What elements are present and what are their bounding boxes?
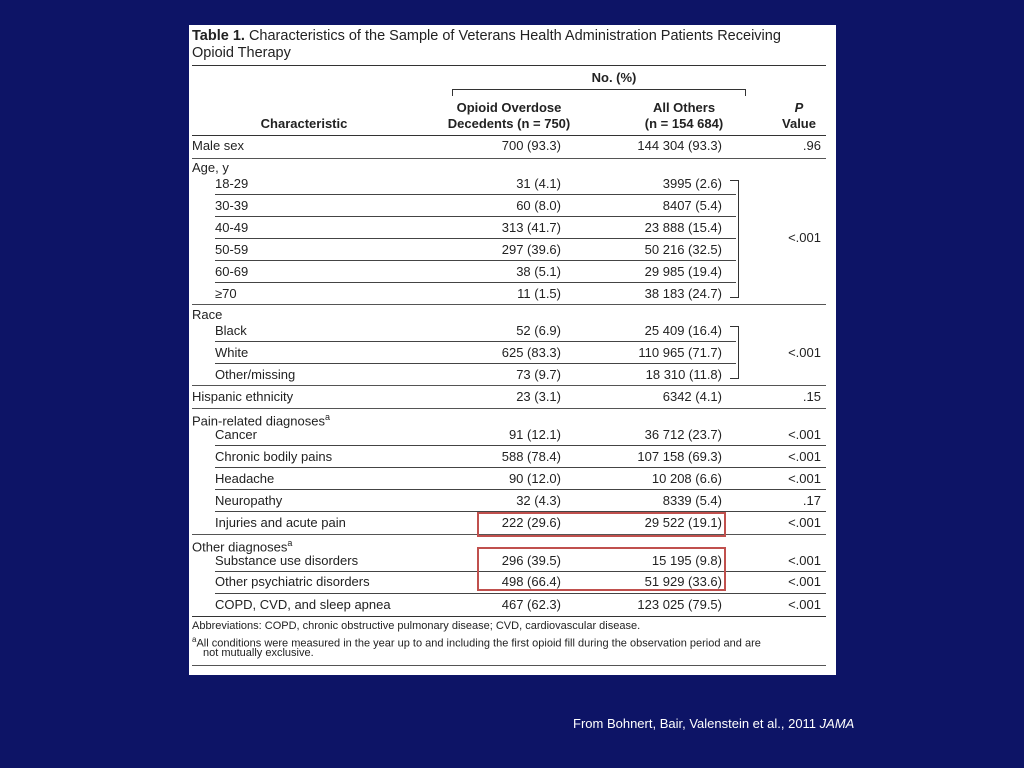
cell-pvalue: <.001 [788, 471, 821, 486]
cell-all-others: 36 712 (23.7) [644, 427, 722, 442]
cell-all-others: 107 158 (69.3) [637, 449, 722, 464]
cell-pvalue: <.001 [788, 230, 821, 245]
header-col1-line2: Decedents (n = 750) [447, 116, 571, 131]
row-rule [192, 158, 826, 159]
row-label: 30-39 [215, 198, 249, 213]
cell-all-others: 8407 (5.4) [662, 198, 722, 213]
footnote-rule [192, 665, 826, 666]
cell-all-others: 29 985 (19.4) [644, 264, 722, 279]
cell-pvalue: <.001 [788, 553, 821, 568]
cell-decedents: 90 (12.0) [508, 471, 561, 486]
cell-pvalue: <.001 [788, 427, 821, 442]
age-bracket [730, 180, 739, 298]
table-number: Table 1. [192, 28, 245, 44]
row-label: 18-29 [215, 176, 249, 191]
header-pvalue-line2: Value [782, 116, 816, 131]
row-label: Other/missing [215, 367, 296, 382]
section-label-age: Age, y [192, 160, 229, 175]
row-rule [215, 194, 736, 195]
table-title [192, 28, 822, 62]
top-rule [192, 65, 826, 66]
row-rule [215, 467, 826, 468]
cell-decedents: 296 (39.5) [501, 553, 561, 568]
footnote-a-marker: a [192, 635, 197, 644]
bottom-rule [192, 616, 826, 617]
cell-all-others: 25 409 (16.4) [644, 323, 722, 338]
header-rule [192, 135, 826, 136]
highlight-injuries [477, 512, 726, 537]
cell-decedents: 31 (4.1) [516, 176, 561, 191]
row-label: COPD, CVD, and sleep apnea [215, 597, 391, 612]
row-label: 50-59 [215, 242, 249, 257]
cell-all-others: 51 929 (33.6) [644, 574, 722, 589]
cell-pvalue: <.001 [788, 515, 821, 530]
section-label-pain-text: Pain-related diagnoses [192, 413, 325, 429]
row-label: Hispanic ethnicity [192, 389, 294, 404]
group-header: No. (%) [591, 70, 637, 85]
row-rule [215, 260, 736, 261]
row-rule [215, 282, 736, 283]
cell-pvalue: <.001 [788, 597, 821, 612]
cell-pvalue: <.001 [788, 574, 821, 589]
footnote-a-continued: not mutually exclusive. [203, 647, 314, 659]
cell-all-others: 6342 (4.1) [662, 389, 722, 404]
cell-decedents: 32 (4.3) [516, 493, 561, 508]
row-rule [215, 238, 736, 239]
section-label-pain [192, 410, 330, 428]
cell-pvalue: .15 [802, 389, 821, 404]
cell-decedents: 625 (83.3) [501, 345, 561, 360]
cell-decedents: 297 (39.6) [501, 242, 561, 257]
cell-all-others: 123 025 (79.5) [637, 597, 722, 612]
cell-pvalue: .17 [802, 493, 821, 508]
footnote-marker: a [287, 538, 293, 548]
race-bracket [730, 326, 739, 379]
row-label: Black [215, 323, 247, 338]
cell-decedents: 60 (8.0) [516, 198, 561, 213]
cell-decedents: 222 (29.6) [501, 515, 561, 530]
footnote-a-text: All conditions were measured in the year up to and including the first opioid fill during the observation period and are [196, 637, 761, 650]
cell-all-others: 15 195 (9.8) [651, 553, 722, 568]
cell-decedents: 73 (9.7) [516, 367, 561, 382]
header-col2-line1: All Others [652, 100, 716, 115]
row-label: White [215, 345, 249, 360]
cell-pvalue: <.001 [788, 345, 821, 360]
group-header-span [452, 89, 746, 96]
cell-decedents: 700 (93.3) [501, 138, 561, 153]
cell-decedents: 52 (6.9) [516, 323, 561, 338]
table-figure [189, 25, 836, 675]
cell-all-others: 110 965 (71.7) [638, 345, 722, 360]
section-label-other [192, 536, 292, 554]
row-label: ≥70 [215, 286, 237, 301]
header-col2-line2: (n = 154 684) [644, 116, 724, 131]
footnote-marker: a [324, 412, 330, 422]
cell-decedents: 313 (41.7) [501, 220, 561, 235]
row-label: Neuropathy [215, 493, 283, 508]
citation-journal: JAMA [819, 716, 855, 731]
cell-decedents: 467 (62.3) [501, 597, 561, 612]
cell-all-others: 50 216 (32.5) [644, 242, 722, 257]
cell-pvalue: <.001 [788, 449, 821, 464]
row-rule [192, 385, 826, 386]
header-characteristic: Characteristic [260, 116, 348, 131]
section-label-other-text: Other diagnoses [192, 539, 288, 555]
footnote-abbreviations: Abbreviations: COPD, chronic obstructive pulmonary disease; CVD, cardiovascular disease. [192, 620, 641, 632]
cell-pvalue: .96 [802, 138, 821, 153]
row-rule [215, 363, 736, 364]
row-label: Headache [215, 471, 275, 486]
highlight-psych-substance [477, 547, 726, 591]
row-label: Injuries and acute pain [215, 515, 346, 530]
cell-decedents: 91 (12.1) [508, 427, 561, 442]
cell-decedents: 38 (5.1) [516, 264, 561, 279]
cell-all-others: 10 208 (6.6) [651, 471, 722, 486]
cell-all-others: 3995 (2.6) [662, 176, 722, 191]
cell-all-others: 38 183 (24.7) [644, 286, 722, 301]
row-rule [192, 304, 826, 305]
cell-all-others: 29 522 (19.1) [644, 515, 722, 530]
row-rule [215, 593, 826, 594]
table-title-text: Characteristics of the Sample of Veterans Health Administration Patients Receiving Opioid Therapy [192, 28, 781, 61]
cell-decedents: 498 (66.4) [501, 574, 561, 589]
row-label: 60-69 [215, 264, 249, 279]
header-pvalue-line1: P [794, 100, 804, 115]
row-rule [215, 341, 736, 342]
header-col1-line1: Opioid Overdose [456, 100, 562, 115]
row-label: 40-49 [215, 220, 249, 235]
section-label-race: Race [192, 307, 223, 322]
row-rule [215, 489, 826, 490]
cell-all-others: 144 304 (93.3) [637, 138, 722, 153]
cell-all-others: 23 888 (15.4) [644, 220, 722, 235]
cell-all-others: 18 310 (11.8) [645, 367, 722, 382]
row-label: Cancer [215, 427, 257, 442]
cell-decedents: 11 (1.5) [517, 286, 561, 301]
row-label: Other psychiatric disorders [215, 574, 370, 589]
row-rule [192, 408, 826, 409]
citation [573, 716, 854, 731]
cell-decedents: 588 (78.4) [501, 449, 561, 464]
row-label: Chronic bodily pains [215, 449, 333, 464]
row-label: Substance use disorders [215, 553, 359, 568]
row-label: Male sex [192, 138, 245, 153]
row-rule [215, 216, 736, 217]
row-rule [215, 445, 826, 446]
cell-decedents: 23 (3.1) [516, 389, 561, 404]
cell-all-others: 8339 (5.4) [662, 493, 722, 508]
citation-text: From Bohnert, Bair, Valenstein et al., 2011 [573, 716, 820, 731]
